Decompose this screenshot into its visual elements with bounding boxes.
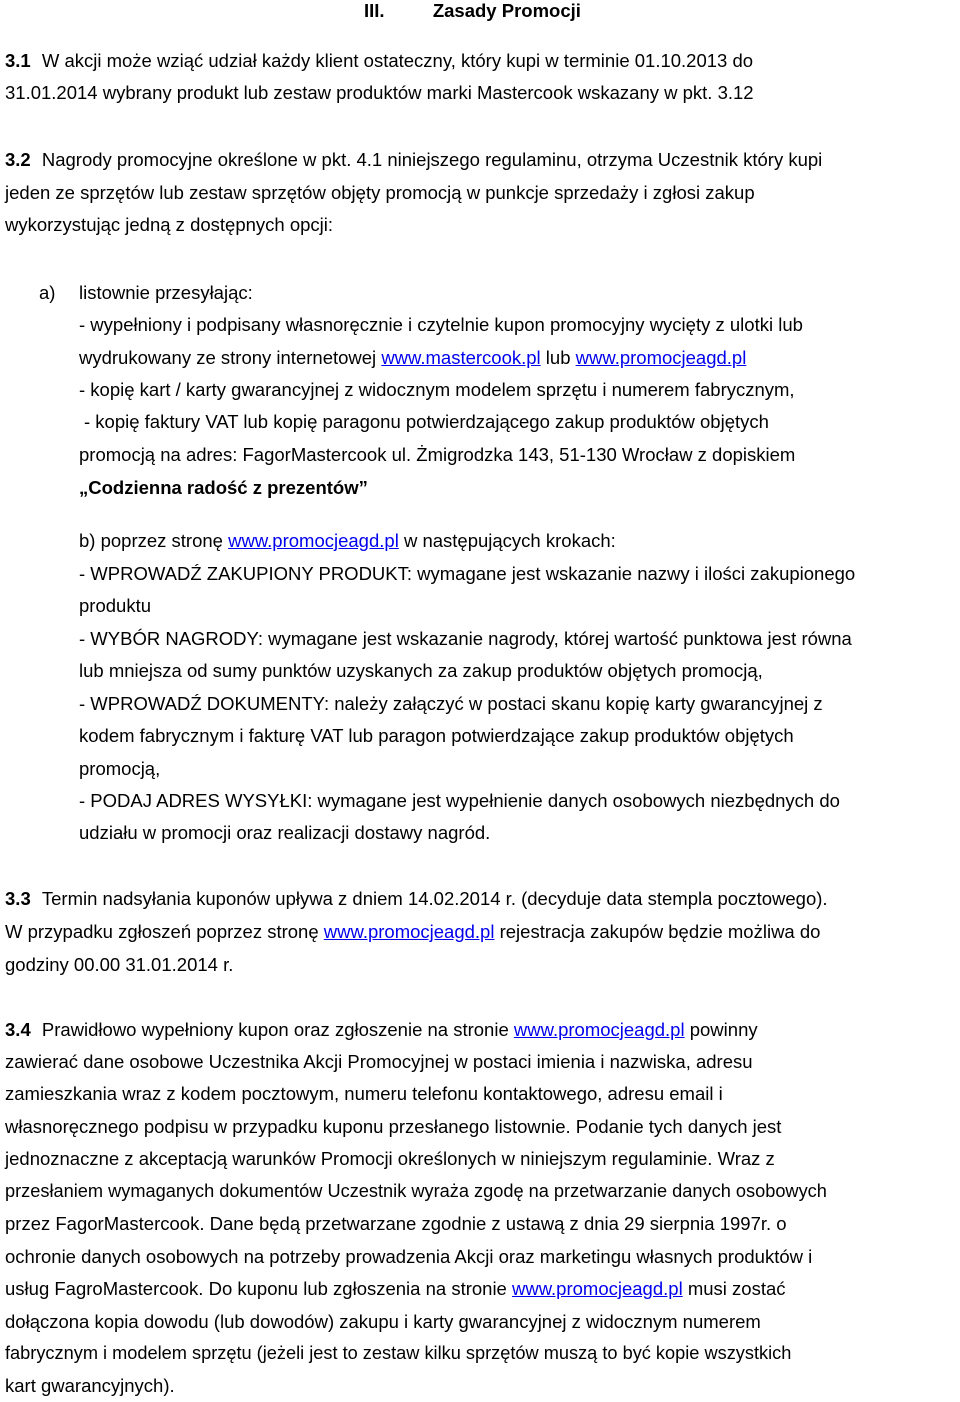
option-a-title: listownie przesyłając: xyxy=(79,282,253,303)
paragraph-text: powinny xyxy=(684,1019,758,1040)
section-number: 3.1 xyxy=(5,50,31,71)
paragraph-text: Prawidłowo wypełniony kupon oraz zgłoszenie na stronie xyxy=(41,1019,514,1040)
paragraph-text: Nagrody promocyjne określone w pkt. 4.1 niniejszego regulaminu, otrzyma Uczestnik który kupi xyxy=(41,149,823,170)
paragraph-text: W przypadku zgłoszeń poprzez stronę xyxy=(5,921,324,942)
paragraph-text: Termin nadsyłania kuponów upływa z dniem 14.02.2014 r. (decyduje data stempla pocztowego). xyxy=(41,888,828,909)
option-a-marker: a) xyxy=(39,282,56,303)
promocjeagd-link[interactable]: www.promocjeagd.pl xyxy=(575,347,747,368)
option-a-line-3: - kopię kart / karty gwarancyjnej z widocznym modelem sprzętu i numerem fabrycznym, xyxy=(79,379,795,400)
section-3-4-line-11: fabrycznym i modelem sprzętu (jeżeli jest to zestaw kilku sprzętów muszą to być kopie wszystkich xyxy=(5,1343,792,1363)
promocjeagd-link[interactable]: www.promocjeagd.pl xyxy=(323,921,495,942)
option-b-line-6: kodem fabrycznym i fakturę VAT lub paragon potwierdzające zakup produktów objętych xyxy=(79,725,794,746)
section-3-3-line-1 xyxy=(5,888,828,910)
option-b-line-7: promocją, xyxy=(79,758,161,779)
section-3-2-line-1 xyxy=(5,149,822,171)
paragraph-text: usług FagroMastercook. Do kuponu lub zgłoszenia na stronie xyxy=(5,1278,512,1299)
section-3-4-line-9 xyxy=(5,1278,786,1300)
paragraph-text: lub xyxy=(540,347,576,368)
section-3-4-line-5: jednoznaczne z akceptacją warunków Promocji określonych w niniejszym regulaminie. Wraz z xyxy=(5,1148,775,1169)
section-number xyxy=(5,1019,31,1040)
section-number xyxy=(5,888,31,909)
section-3-4-line-7: przez FagorMastercook. Dane będą przetwarzane zgodnie z ustawą z dnia 29 sierpnia 1997r. o xyxy=(5,1213,787,1234)
section-heading xyxy=(364,0,581,22)
promocjeagd-link[interactable]: www.promocjeagd.pl xyxy=(513,1019,685,1040)
section-3-4-line-2: zawierać dane osobowe Uczestnika Akcji Promocyjnej w postaci imienia i nazwiska, adresu xyxy=(5,1051,753,1072)
section-number-part: 4 xyxy=(20,1019,31,1040)
paragraph-text: musi zostać xyxy=(682,1278,786,1299)
option-b-line-2: produktu xyxy=(79,595,151,616)
paragraph-text: rejestracja zakupów będzie możliwa do xyxy=(494,921,821,942)
section-number-part: 3. xyxy=(5,888,21,909)
paragraph-text: W akcji może wziąć udział każdy klient ostateczny, który kupi w terminie 01.10.2013 do xyxy=(41,50,754,71)
option-b-line-8: - PODAJ ADRES WYSYŁKI: wymagane jest wypełnienie danych osobowych niezbędnych do xyxy=(79,790,840,811)
section-3-1-line-1 xyxy=(5,50,753,72)
section-3-2-line-2: jeden ze sprzętów lub zestaw sprzętów objęty promocją w punkcje sprzedaży i zgłosi zakup xyxy=(5,182,755,203)
paragraph-text: w następujących krokach: xyxy=(398,530,616,551)
section-3-4-line-4: własnoręcznego podpisu w przypadku kuponu przesłanego listownie. Podanie tych danych jest xyxy=(5,1116,782,1137)
section-3-2-line-3: wykorzystując jedną z dostępnych opcji: xyxy=(5,214,334,235)
section-3-3-line-2 xyxy=(5,921,820,943)
option-b-line-1: - WPROWADŹ ZAKUPIONY PRODUKT: wymagane jest wskazanie nazwy i ilości zakupionego xyxy=(79,563,856,584)
option-a-line-4: - kopię faktury VAT lub kopię paragonu potwierdzającego zakup produktów objętych xyxy=(84,411,769,432)
option-a-line-2 xyxy=(79,347,746,369)
option-b-line-4: lub mniejsza od sumy punktów uzyskanych za zakup produktów objętych promocją, xyxy=(79,660,763,681)
heading-number: III. xyxy=(364,0,385,21)
section-3-4-line-10: dołączona kopia dowodu (lub dowodów) zakupu i karty gwarancyjnej z widocznym numerem xyxy=(5,1311,761,1332)
section-3-4-line-3: zamieszkania wraz z kodem pocztowym, numeru telefonu kontaktowego, adresu email i xyxy=(5,1083,723,1104)
section-number-part: 3. xyxy=(5,1019,21,1040)
option-a-line-1: - wypełniony i podpisany własnoręcznie i czytelnie kupon promocyjny wycięty z ulotki lub xyxy=(79,314,803,335)
option-b-line-5: - WPROWADŹ DOKUMENTY: należy załączyć w postaci skanu kopię karty gwarancyjnej z xyxy=(79,693,823,714)
option-b-title xyxy=(79,530,616,552)
section-number: 3.2 xyxy=(5,149,31,170)
option-b-line-3: - WYBÓR NAGRODY: wymagane jest wskazanie nagrody, której wartość punktowa jest równa xyxy=(79,628,852,649)
option-a-line-6: „Codzienna radość z prezentów” xyxy=(79,477,368,498)
paragraph-text: b) poprzez stronę xyxy=(79,530,229,551)
section-3-1-line-2: 31.01.2014 wybrany produkt lub zestaw produktów marki Mastercook wskazany w pkt. 3.12 xyxy=(5,82,754,103)
option-b-line-9: udziału w promocji oraz realizacji dostawy nagród. xyxy=(79,822,491,843)
heading-title: Zasady Promocji xyxy=(432,0,581,21)
promocjeagd-link[interactable]: www.promocjeagd.pl xyxy=(228,530,399,551)
mastercook-link[interactable]: www.mastercook.pl xyxy=(381,347,541,368)
paragraph-text: wydrukowany ze strony internetowej xyxy=(79,347,382,368)
section-3-4-line-12: kart gwarancyjnych). xyxy=(5,1375,175,1396)
option-a-line-5: promocją na adres: FagorMastercook ul. Żmigrodzka 143, 51-130 Wrocław z dopiskiem xyxy=(79,444,796,465)
section-3-4-line-1 xyxy=(5,1019,758,1041)
section-3-3-line-3: godziny 00.00 31.01.2014 r. xyxy=(5,954,234,975)
section-3-4-line-8: ochronie danych osobowych na potrzeby prowadzenia Akcji oraz marketingu własnych produktów i xyxy=(5,1246,813,1267)
section-3-4-line-6: przesłaniem wymaganych dokumentów Uczestnik wyraża zgodę na przetwarzanie danych osobowych xyxy=(5,1181,827,1201)
promocjeagd-link[interactable]: www.promocjeagd.pl xyxy=(511,1278,683,1299)
section-number-part: 3 xyxy=(20,888,31,909)
